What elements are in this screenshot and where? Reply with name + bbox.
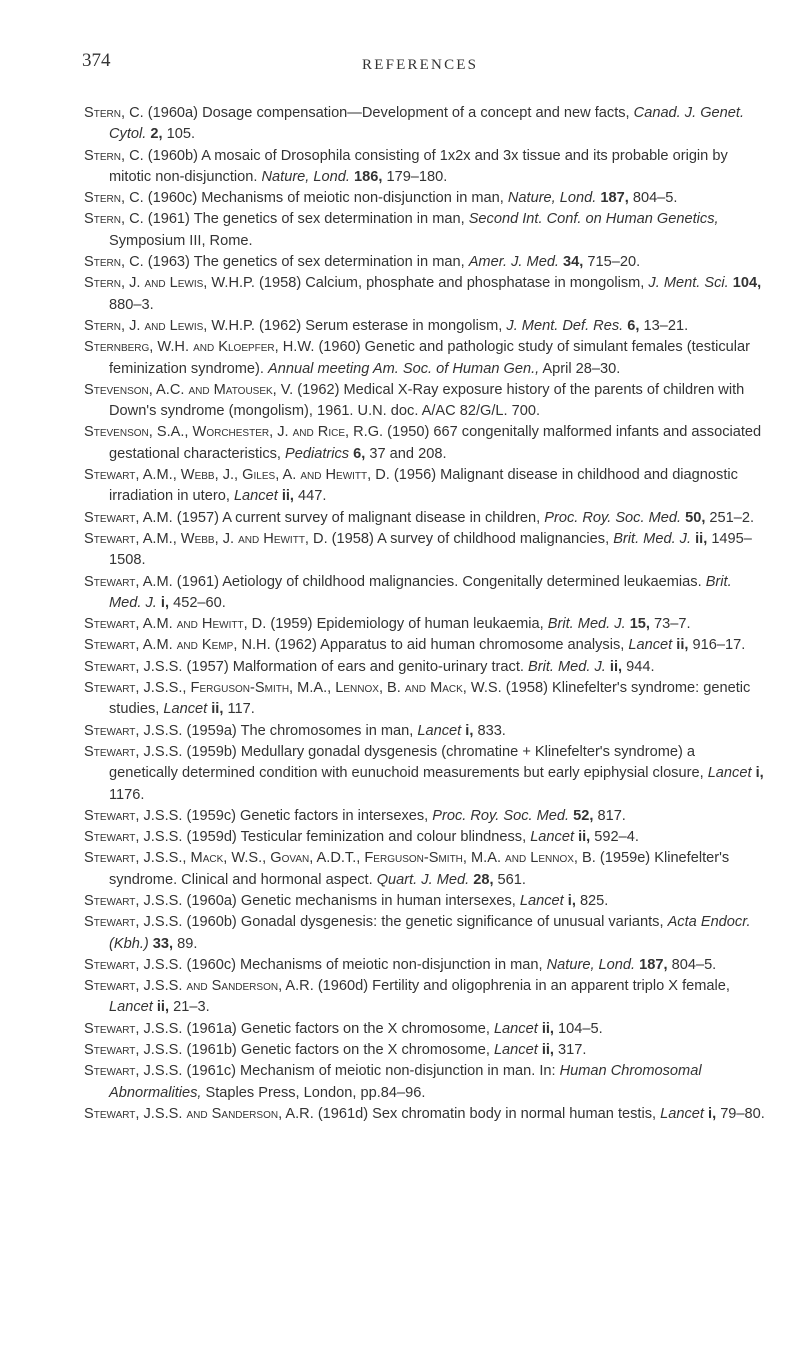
reference-volume: i,: [563, 892, 576, 909]
reference-volume: 28,: [469, 871, 494, 888]
reference-authors: Stewart, J.S.S.: [84, 1063, 183, 1080]
reference-authors: Stern, J. and Lewis, W.H.P.: [84, 317, 255, 334]
reference-title: (1959c) Genetic factors in intersexes,: [182, 807, 433, 824]
reference-journal: Lancet: [628, 637, 673, 654]
reference-entry: [84, 614, 768, 635]
reference-entry: [84, 721, 768, 742]
reference-volume: 15,: [625, 616, 650, 633]
reference-entry: [84, 1104, 768, 1125]
reference-journal: Acta Endocr. (Kbh.): [109, 914, 751, 952]
reference-volume: 6,: [349, 445, 366, 462]
reference-journal: Lancet: [417, 722, 462, 739]
reference-authors: Stevenson, A.C. and Matousek, V.: [84, 381, 294, 398]
reference-authors: Stern, J. and Lewis, W.H.P.: [84, 275, 255, 292]
reference-entry: [84, 337, 768, 380]
reference-authors: Stewart, A.M.: [84, 509, 173, 526]
reference-entry: [84, 635, 768, 656]
reference-entry: [84, 806, 768, 827]
reference-journal: Lancet: [530, 829, 575, 846]
reference-entry: [84, 252, 768, 273]
reference-journal: Proc. Roy. Soc. Med.: [432, 807, 570, 824]
reference-authors: Stewart, A.M., Webb, J., Giles, A. and Hewitt, D.: [84, 467, 390, 484]
reference-entry: [84, 146, 768, 189]
reference-pages: 37 and 208.: [365, 445, 447, 462]
reference-authors: Stern, C.: [84, 190, 144, 207]
reference-authors: Stewart, J.S.S.: [84, 1042, 183, 1059]
reference-title: (1959d) Testicular feminization and colour blindness,: [182, 829, 531, 846]
reference-journal: Lancet: [707, 765, 752, 782]
reference-title: (1960a) Dosage compensation—Development of a concept and new facts,: [143, 105, 634, 121]
reference-authors: Stewart, A.M., Webb, J. and Hewitt, D.: [84, 530, 328, 547]
running-head: REFERENCES: [362, 57, 479, 73]
reference-title: (1957) Malformation of ears and genito-urinary tract.: [182, 658, 528, 675]
reference-entry: [84, 103, 768, 146]
reference-volume: 34,: [559, 254, 584, 271]
reference-pages: 592–4.: [590, 829, 639, 846]
reference-volume: 52,: [569, 807, 594, 824]
reference-volume: ii,: [574, 829, 591, 846]
reference-pages: 79–80.: [716, 1105, 765, 1122]
reference-journal: Proc. Roy. Soc. Med.: [544, 509, 682, 526]
reference-title: (1962) Apparatus to aid human chromosome analysis,: [270, 637, 629, 654]
reference-title: (1958) Calcium, phosphate and phosphatase in mongolism,: [254, 275, 649, 292]
reference-journal: Brit. Med. J.: [528, 658, 606, 675]
reference-volume: ii,: [207, 701, 224, 718]
reference-authors: Stewart, A.M. and Kemp, N.H.: [84, 637, 271, 654]
reference-authors: Stewart, J.S.S. and Sanderson, A.R.: [84, 978, 314, 995]
reference-pages: 89.: [173, 935, 198, 952]
reference-journal: Lancet: [163, 701, 208, 718]
reference-authors: Stewart, J.S.S.: [84, 892, 183, 909]
reference-pages: 447.: [293, 488, 327, 505]
reference-pages: 73–7.: [649, 616, 691, 633]
reference-title: (1960c) Mechanisms of meiotic non-disjunction in man,: [182, 956, 547, 973]
reference-pages: 13–21.: [639, 317, 689, 334]
reference-journal: Second Int. Conf. on Human Genetics,: [468, 211, 719, 228]
reference-pages: 880–3.: [109, 296, 154, 313]
reference-authors: Stern, C.: [84, 211, 144, 228]
reference-journal: J. Ment. Def. Res.: [506, 317, 624, 334]
reference-pages: 833.: [473, 722, 506, 739]
reference-journal: Lancet: [493, 1020, 538, 1037]
reference-entry: [84, 209, 768, 252]
reference-journal: Canad. J. Genet. Cytol.: [109, 105, 745, 143]
reference-title: (1959e) Klinefelter's syndrome. Clinical and hormonal aspect.: [109, 850, 730, 888]
reference-title: (1961d) Sex chromatin body in normal human testis,: [313, 1105, 661, 1122]
reference-volume: ii,: [537, 1020, 554, 1037]
reference-title: (1962) Medical X-Ray exposure history of the parents of children with Down's syndrome (mongolism), 1961. U.N. doc. A/AC 82/G/L. 700.: [109, 381, 745, 420]
reference-journal: Nature, Lond.: [507, 190, 597, 207]
reference-authors: Stevenson, S.A., Worchester, J. and Rice, R.G.: [84, 424, 384, 441]
reference-pages: 105.: [162, 126, 196, 143]
reference-pages: 452–60.: [169, 594, 226, 611]
reference-volume: 104,: [728, 275, 762, 292]
reference-authors: Stewart, J.S.S. and Sanderson, A.R.: [84, 1105, 314, 1122]
reference-entry: [84, 827, 768, 848]
reference-volume: 6,: [623, 317, 640, 334]
reference-authors: Sternberg, W.H. and Kloepfer, H.W.: [84, 339, 315, 356]
reference-entry: [84, 188, 768, 209]
reference-authors: Stewart, J.S.S., Mack, W.S., Govan, A.D.T., Ferguson-Smith, M.A. and Lennox, B.: [84, 850, 596, 867]
reference-authors: Stewart, J.S.S.: [84, 807, 183, 824]
reference-volume: i,: [156, 594, 170, 611]
reference-pages: 916–17.: [688, 637, 746, 654]
reference-entry: [84, 508, 768, 529]
reference-pages: 117.: [223, 701, 255, 718]
reference-volume: 187,: [596, 190, 629, 207]
reference-title: (1956) Malignant disease in childhood and diagnostic irradiation in utero,: [109, 467, 738, 505]
reference-pages: Staples Press, London, pp.84–96.: [201, 1084, 426, 1101]
reference-volume: i,: [461, 722, 474, 739]
reference-journal: Brit. Med. J.: [613, 530, 692, 547]
reference-pages: 817.: [593, 807, 626, 824]
reference-entry: [84, 1019, 768, 1040]
reference-entry: [84, 742, 768, 806]
reference-journal: Brit. Med. J.: [109, 573, 732, 611]
reference-title: (1960b) Gonadal dysgenesis: the genetic significance of unusual variants,: [182, 914, 668, 931]
reference-title: (1960d) Fertility and oligophrenia in an apparent triplo X female,: [313, 978, 730, 995]
reference-authors: Stewart, J.S.S.: [84, 829, 183, 846]
reference-pages: 1176.: [109, 786, 145, 803]
reference-entry: [84, 422, 768, 465]
reference-title: (1958) Klinefelter's syndrome: genetic studies,: [109, 680, 751, 718]
reference-authors: Stewart, J.S.S.: [84, 743, 183, 760]
reference-journal: Brit. Med. J.: [547, 616, 626, 633]
reference-pages: 715–20.: [583, 254, 641, 271]
reference-volume: ii,: [537, 1042, 554, 1059]
reference-authors: Stewart, J.S.S., Ferguson-Smith, M.A., Lennox, B. and Mack, W.S.: [84, 680, 502, 697]
reference-title: (1961c) Mechanism of meiotic non-disjunction in man. In:: [182, 1063, 560, 1080]
reference-volume: ii,: [672, 637, 689, 654]
reference-title: (1959) Epidemiology of human leukaemia,: [266, 616, 548, 633]
reference-entry: [84, 955, 768, 976]
reference-volume: 33,: [148, 935, 174, 952]
reference-authors: Stewart, J.S.S.: [84, 914, 183, 931]
reference-title: (1961b) Genetic factors on the X chromosome,: [182, 1042, 494, 1059]
reference-title: (1961) The genetics of sex determination in man,: [143, 211, 469, 228]
reference-pages: 251–2.: [705, 509, 755, 526]
reference-journal: Lancet: [493, 1042, 538, 1059]
reference-volume: ii,: [277, 488, 294, 505]
reference-pages: 944.: [622, 658, 655, 675]
reference-entry: [84, 465, 768, 508]
reference-journal: Nature, Lond.: [546, 956, 636, 973]
reference-pages: 561.: [493, 871, 526, 888]
reference-pages: Symposium III, Rome.: [109, 232, 253, 249]
reference-title: (1960a) Genetic mechanisms in human intersexes,: [182, 892, 520, 909]
reference-volume: 2,: [146, 126, 163, 143]
reference-pages: 804–5.: [628, 190, 678, 207]
reference-entry: [84, 678, 768, 721]
reference-volume: 187,: [635, 956, 668, 973]
reference-authors: Stern, C.: [84, 254, 144, 271]
reference-journal: Amer. J. Med.: [468, 254, 559, 271]
reference-journal: Nature, Lond.: [261, 168, 350, 185]
reference-pages: 804–5.: [667, 956, 717, 973]
reference-title: (1961) Aetiology of childhood malignancies. Congenitally determined leukaemias.: [172, 573, 706, 590]
reference-journal: J. Ment. Sci.: [648, 275, 729, 292]
reference-title: (1960) Genetic and pathologic study of simulant females (testicular feminization syndrome).: [109, 339, 750, 377]
reference-journal: Quart. J. Med.: [376, 871, 470, 888]
reference-authors: Stern, C.: [84, 105, 144, 121]
page-number: 374: [82, 50, 111, 71]
reference-pages: 317.: [553, 1042, 587, 1059]
reference-pages: 104–5.: [553, 1020, 603, 1037]
reference-entry: [84, 848, 768, 891]
reference-title: (1958) A survey of childhood malignancies,: [327, 530, 614, 547]
reference-title: (1960b) A mosaic of Drosophila consisting of 1x2x and 3x tissue and its probable origin by mitotic non-disjunction.: [109, 147, 728, 185]
reference-journal: Lancet: [660, 1105, 704, 1122]
reference-entry: [84, 891, 768, 912]
reference-entry: [84, 976, 768, 1019]
reference-volume: ii,: [691, 530, 708, 547]
reference-authors: Stewart, J.S.S.: [84, 658, 183, 675]
reference-authors: Stewart, A.M. and Hewitt, D.: [84, 616, 267, 633]
reference-pages: 179–180.: [382, 168, 448, 185]
reference-journal: Annual meeting Am. Soc. of Human Gen.,: [267, 360, 540, 377]
reference-title: (1959a) The chromosomes in man,: [182, 722, 418, 739]
reference-entry: [84, 572, 768, 615]
reference-pages: 825.: [575, 892, 609, 909]
reference-entry: [84, 1040, 768, 1061]
reference-volume: ii,: [152, 999, 170, 1016]
reference-authors: Stewart, J.S.S.: [84, 1020, 183, 1037]
reference-pages: 21–3.: [169, 999, 210, 1016]
reference-entry: [84, 912, 768, 955]
reference-authors: Stewart, J.S.S.: [84, 722, 183, 739]
reference-title: (1961a) Genetic factors on the X chromosome,: [182, 1020, 494, 1037]
reference-entry: [84, 273, 768, 316]
reference-title: (1959b) Medullary gonadal dysgenesis (chromatine + Klinefelter's syndrome) a genetically determined condition with eunuchoid measurements but early epiphysial closure,: [109, 743, 708, 782]
reference-pages: April 28–30.: [539, 360, 621, 377]
reference-title: (1962) Serum esterase in mongolism,: [254, 317, 507, 334]
reference-title: (1950) 667 congenitally malformed infants and associated gestational characteristics,: [109, 424, 762, 462]
reference-authors: Stewart, J.S.S.: [84, 956, 183, 973]
reference-entry: [84, 316, 768, 337]
reference-entry: [84, 380, 768, 423]
reference-volume: 50,: [681, 509, 706, 526]
reference-volume: i,: [703, 1105, 717, 1122]
reference-journal: Human Chromosomal Abnormalities,: [109, 1063, 702, 1101]
reference-entry: [84, 529, 768, 572]
reference-pages: 1495–1508.: [109, 530, 752, 569]
reference-journal: Lancet: [519, 892, 564, 909]
reference-title: (1960c) Mechanisms of meiotic non-disjunction in man,: [143, 190, 508, 207]
reference-entry: [84, 1061, 768, 1104]
reference-volume: 186,: [349, 168, 383, 185]
reference-title: (1963) The genetics of sex determination in man,: [143, 254, 469, 271]
reference-authors: Stern, C.: [84, 147, 144, 164]
reference-journal: Lancet: [109, 999, 153, 1016]
reference-volume: ii,: [605, 658, 623, 675]
reference-journal: Lancet: [233, 488, 278, 505]
reference-list: [84, 103, 768, 1125]
reference-title: (1957) A current survey of malignant disease in children,: [172, 509, 545, 526]
reference-volume: i,: [751, 765, 764, 782]
reference-entry: [84, 657, 768, 678]
reference-journal: Pediatrics: [285, 445, 350, 462]
reference-authors: Stewart, A.M.: [84, 573, 173, 590]
